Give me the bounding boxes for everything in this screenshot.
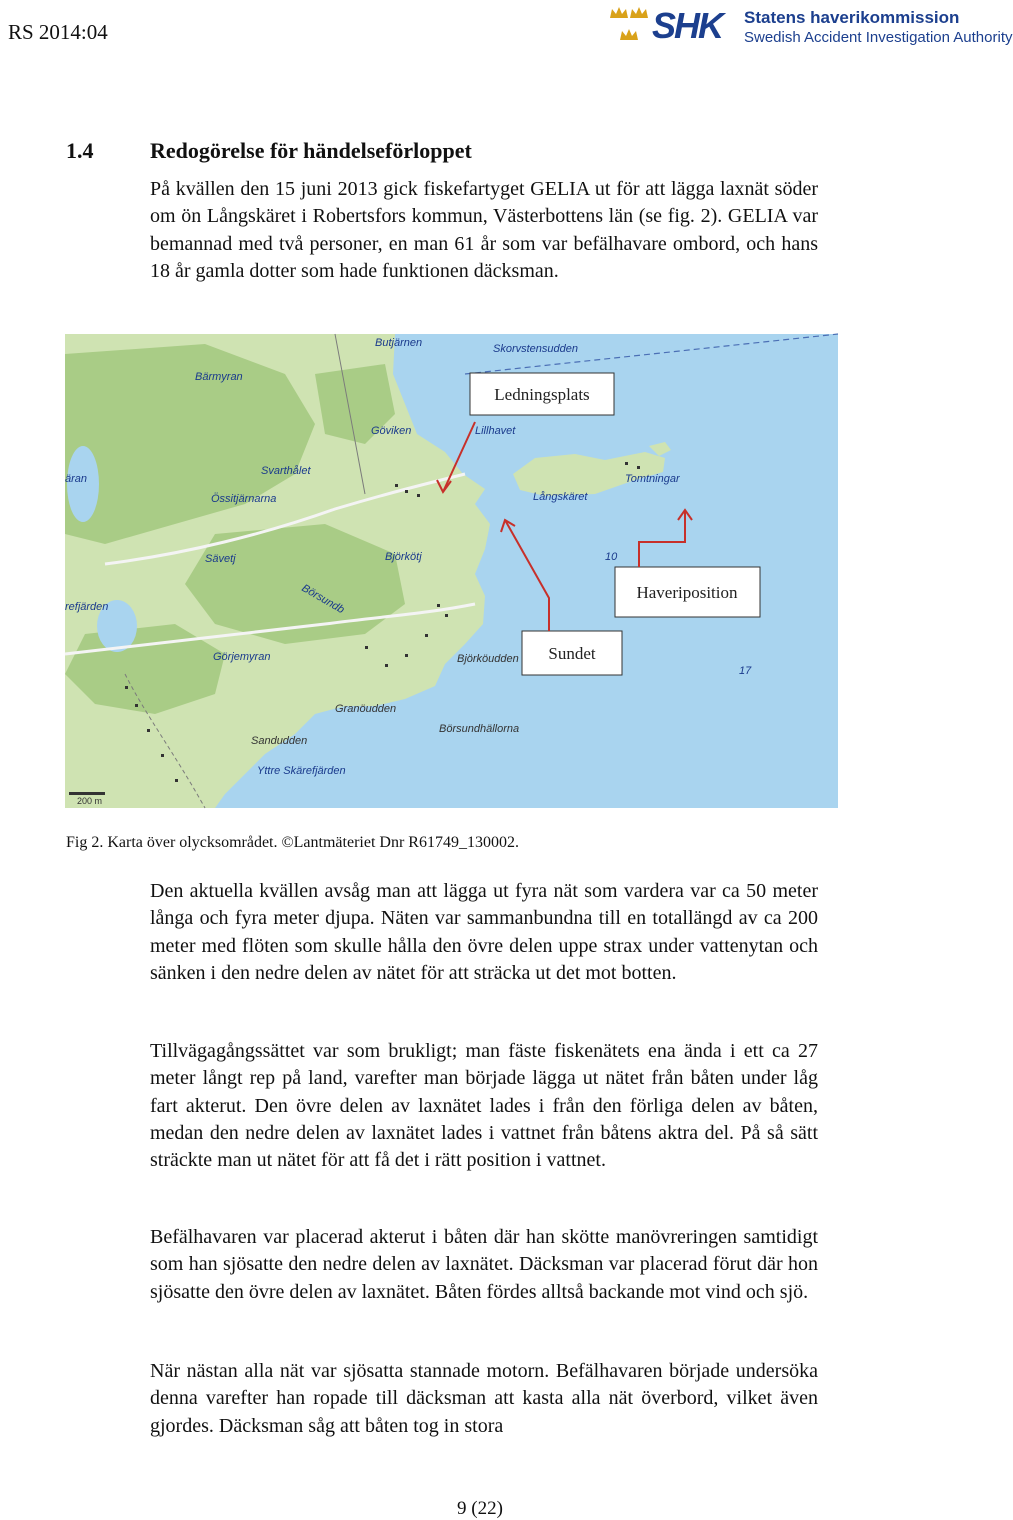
- section-title: Redogörelse för händelseförloppet: [150, 138, 472, 163]
- logo-mark: SHK: [652, 5, 723, 46]
- place-label: äran: [65, 473, 88, 485]
- place-label: Björkötj: [385, 551, 422, 563]
- callout-sundet: Sundet: [548, 644, 596, 663]
- place-label: Tomtningar: [625, 473, 680, 485]
- paragraph-nets: Den aktuella kvällen avsåg man att lägga ut fyra nät som vardera var ca 50 meter långa och fyra meter djupa. Näten var sammanbundna till en totallängd av ca 200 meter med flöten som skulle hålla den övre delen uppe strax under vattenytan och sänken i den nedre delen av nätet för att sträcka ut det mot botten.: [150, 880, 818, 984]
- scale-label: 200 m: [77, 796, 103, 806]
- depth-label: 10: [605, 551, 618, 563]
- depth-label: 17: [739, 665, 752, 677]
- place-label: Butjärnen: [375, 337, 423, 349]
- section-number: 1.4: [66, 138, 94, 163]
- paragraph-positions: Befälhavaren var placerad akterut i båten där han skötte manövreringen samtidigt som han sjösatte den nedre delen av laxnätet. Däcksman var placerad förut där hon sjösatte den övre delen av laxnätet. Båten fördes alltså backande mot vind och sjö.: [150, 1226, 818, 1303]
- place-label: Sävetj: [205, 553, 236, 565]
- scale-bar: [69, 792, 105, 795]
- callout-haveriposition: Haveriposition: [636, 583, 738, 602]
- place-label: Långskäret: [533, 491, 588, 503]
- place-label: Björköudden: [457, 653, 519, 665]
- place-label: Bärmyran: [195, 371, 243, 383]
- place-label: Yttre Skärefjärden: [257, 765, 346, 777]
- place-label: Börsundhällorna: [439, 723, 520, 735]
- crowns-icon: [608, 4, 650, 48]
- accident-area-map: [65, 334, 838, 808]
- place-label: Göviken: [371, 425, 412, 437]
- place-label: Össitjärnarna: [211, 493, 277, 505]
- agency-name-sv: Statens haverikommission: [744, 8, 960, 27]
- place-label: Sandudden: [251, 735, 308, 747]
- place-label: Görjemyran: [213, 651, 271, 663]
- figure-caption: Fig 2. Karta över olycksområdet. ©Lantmäteriet Dnr R61749_130002.: [66, 834, 519, 851]
- agency-name-en: Swedish Accident Investigation Authority: [744, 29, 1013, 46]
- place-label: Skorvstensudden: [493, 343, 578, 355]
- paragraph-intro: På kvällen den 15 juni 2013 gick fiskefartyget GELIA ut för att lägga laxnät söder om ön Långskäret i Robertsfors kommun, Västerbottens län (se fig. 2). GELIA var bemannad med två personer, en man 61 år som var befälhavare ombord, och hans 18 år gamla dotter som hade funktionen däcksman.: [150, 178, 818, 282]
- place-label: Lillhavet: [475, 425, 516, 437]
- report-reference: RS 2014:04: [8, 20, 108, 44]
- place-label: Granöudden: [335, 703, 397, 715]
- place-label: Svarthålet: [261, 465, 311, 477]
- page-number: 9 (22): [457, 1498, 503, 1519]
- paragraph-procedure: Tillvägagångssättet var som brukligt; man fäste fiskenätets ena ända i ett ca 27 meter långt rep på land, varefter man började lägga ut nätet från båten under låg fart akterut. Den övre delen av laxnätet lades i från den förliga delen av båten, medan den nedre delen av laxnätet lades i vattnet från båtens aktra del. På så sätt sträckte man ut nätet för att få det i rätt position i vattnet.: [150, 1040, 818, 1172]
- paragraph-engine-stop: När nästan alla nät var sjösatta stannade motorn. Befälhavaren började undersöka denna varefter han ropade till däcksman att kasta alla nät överbord, vilket även gjordes. Däcksman såg att båten tog in stora: [150, 1360, 818, 1437]
- place-label: Börsundb: [299, 582, 347, 617]
- place-label: refjärden: [65, 601, 109, 613]
- callout-ledningsplats: Ledningsplats: [494, 385, 590, 404]
- agency-logo: [608, 4, 1013, 48]
